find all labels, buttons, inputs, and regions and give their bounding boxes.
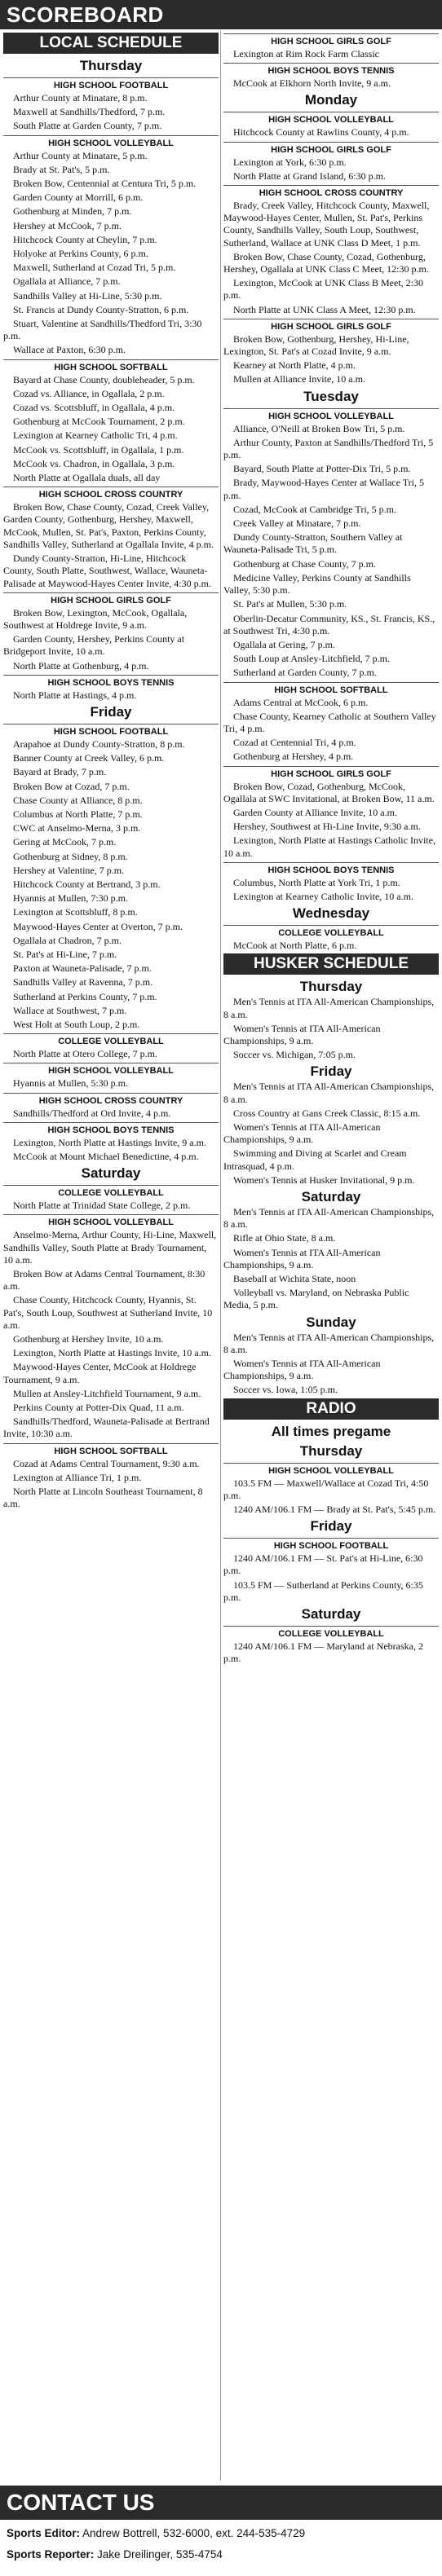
schedule-entry: Creek Valley at Minatare, 7 p.m. <box>233 517 361 530</box>
sport-heading: HIGH SCHOOL CROSS COUNTRY <box>3 487 219 501</box>
day-heading: Saturday <box>301 1606 361 1623</box>
sport-heading: HIGH SCHOOL FOOTBALL <box>223 1538 439 1552</box>
schedule-entry: Sutherland at Garden County, 7 p.m. <box>233 667 377 679</box>
day-heading: Saturday <box>301 1189 361 1204</box>
sport-heading: HIGH SCHOOL SOFTBALL <box>3 359 219 374</box>
schedule-entry: Lexington, North Platte at Hastings Catholic Invite, 10 a.m. <box>223 834 435 859</box>
schedule-entry: North Platte at Trinidad State College, 2 p.m. <box>13 1200 191 1212</box>
schedule-entry: Arthur County at Minatare, 5 p.m. <box>13 149 148 161</box>
schedule-entry: Arapahoe at Dundy County-Stratton, 8 p.m. <box>13 738 185 750</box>
schedule-entry: Broken Bow, Gothenburg, Hershey, Hi-Line, Lexington, St. Pat's at Cozad Invite, 9 a.m. <box>223 332 409 358</box>
schedule-entry: Maxwell at Sandhills/Thedford, 7 p.m. <box>13 106 166 118</box>
schedule-entry: 103.5 FM — Maxwell/Wallace at Cozad Tri, 4:50 p.m. <box>223 1477 429 1501</box>
schedule-entry: Men's Tennis at ITA All-American Championships, 8 a.m. <box>223 996 435 1020</box>
schedule-entry: Gothenburg at Chase County, 7 p.m. <box>233 557 376 570</box>
day-heading: Wednesday <box>292 905 370 922</box>
schedule-entry: Brady, Maywood-Hayes Center at Wallace Tri, 5 p.m. <box>223 477 424 501</box>
schedule-entry: North Platte at Grand Island, 6:30 p.m. <box>233 170 386 182</box>
schedule-entry: North Platte at Lincoln Southeast Tournament, 8 a.m. <box>3 1486 203 1510</box>
schedule-entry: St. Pat's at Mullen, 5:30 p.m. <box>233 598 347 610</box>
sport-heading: COLLEGE VOLLEYBALL <box>3 1185 219 1200</box>
schedule-entry: Dundy County-Stratton, Southern Valley at Wauneta-Palisade Tri, 5 p.m. <box>223 531 403 556</box>
schedule-entry: Mullen at Ansley-Litchfield Tournament, 9 a.m. <box>13 1387 201 1399</box>
schedule-entry: North Platte at Hastings, 4 p.m. <box>13 689 137 701</box>
sport-heading: HIGH SCHOOL VOLLEYBALL <box>3 1063 219 1077</box>
schedule-entry: Lexington at York, 6:30 p.m. <box>233 156 347 168</box>
day-heading: Thursday <box>299 979 363 995</box>
schedule-entry: 1240 AM/106.1 FM — St. Pat's at Hi-Line, 6:30 p.m. <box>223 1552 423 1577</box>
schedule-entry: Lexington, North Platte at Hastings Invite, 9 a.m. <box>13 1136 206 1148</box>
schedule-entry: Stuart, Valentine at Sandhills/Thedford Tri, 3:30 p.m. <box>3 318 202 342</box>
schedule-entry: Baseball at Wichita State, noon <box>233 1273 356 1285</box>
left-column <box>3 31 219 1512</box>
sport-heading: HIGH SCHOOL CROSS COUNTRY <box>223 185 439 200</box>
schedule-entry: Brady at St. Pat's, 5 p.m. <box>13 163 110 175</box>
schedule-entry: Wallace at Paxton, 6:30 p.m. <box>13 344 126 356</box>
sports-editor-line <box>7 2526 435 2541</box>
schedule-entry: North Platte at Gothenburg, 4 p.m. <box>13 659 149 672</box>
sport-heading: HIGH SCHOOL GIRLS GOLF <box>223 142 439 156</box>
schedule-entry: Brady, Creek Valley, Hitchcock County, Maxwell, Maywood-Hayes Center, Mullen, St. Pat's, Perkins County, Sandhills Valley, South Loup, Southwest, Sutherland, Wallace at UNK Class D Meet, 1 p.m. <box>223 200 430 249</box>
schedule-entry: Lexington at Alliance Tri, 1 p.m. <box>13 1471 142 1483</box>
schedule-entry: St. Francis at Dundy County-Stratton, 6 p.m. <box>13 303 189 315</box>
schedule-entry: South Loup at Ansley-Litchfield, 7 p.m. <box>233 653 390 665</box>
schedule-entry: Cozad vs. Scottsbluff, in Ogallala, 4 p.m. <box>13 402 175 414</box>
schedule-entry: Adams Central at McCook, 6 p.m. <box>233 696 369 708</box>
schedule-entry: Gering at McCook, 7 p.m. <box>13 836 117 848</box>
schedule-entry: Columbus, North Platte at York Tri, 1 p.m. <box>233 876 400 888</box>
schedule-entry: McCook vs. Scottsbluff, in Ogallala, 1 p.m. <box>13 443 184 456</box>
schedule-entry: Arthur County at Minatare, 8 p.m. <box>13 92 148 103</box>
sport-heading: HIGH SCHOOL FOOTBALL <box>3 724 219 738</box>
schedule-entry: Women's Tennis at ITA All-American Championships, 9 a.m. <box>223 1022 381 1046</box>
schedule-entry: Volleyball vs. Maryland, on Nebraska Public Media, 5 p.m. <box>223 1287 409 1311</box>
sport-heading: COLLEGE VOLLEYBALL <box>223 1626 439 1640</box>
schedule-entry: Chase County at Alliance, 8 p.m. <box>13 794 143 806</box>
schedule-entry: McCook vs. Chadron, in Ogallala, 3 p.m. <box>13 457 175 469</box>
schedule-entry: Ogallala at Alliance, 7 p.m. <box>13 275 121 288</box>
schedule-entry: Banner County at Creek Valley, 6 p.m. <box>13 752 165 764</box>
schedule-entry: Men's Tennis at ITA All-American Championships, 8 a.m. <box>223 1081 435 1105</box>
schedule-entry: 1240 AM/106.1 FM — Brady at St. Pat's, 5:45 p.m. <box>233 1504 436 1516</box>
schedule-entry: Arthur County, Paxton at Sandhills/Thedford Tri, 5 p.m. <box>223 436 434 461</box>
schedule-entry: Women's Tennis at Husker Invitational, 9 p.m. <box>233 1174 415 1186</box>
day-heading: Sunday <box>306 1314 356 1330</box>
schedule-entry: Garden County at Alliance Invite, 10 a.m. <box>233 806 397 818</box>
schedule-entry: Men's Tennis at ITA All-American Championships, 8 a.m. <box>223 1206 435 1231</box>
sport-heading: HIGH SCHOOL BOYS TENNIS <box>223 63 439 77</box>
schedule-entry: Cozad at Adams Central Tournament, 9:30 a.m. <box>13 1457 200 1469</box>
schedule-entry: Lexington, North Platte at Hastings Invite, 10 a.m. <box>13 1347 211 1359</box>
schedule-entry: Paxton at Wauneta-Palisade, 7 p.m. <box>13 962 152 975</box>
sport-heading: HIGH SCHOOL BOYS TENNIS <box>3 1122 219 1137</box>
schedule-entry: Ogallala at Gering, 7 p.m. <box>233 638 335 650</box>
schedule-entry: Women's Tennis at ITA All-American Championships, 9 a.m. <box>223 1121 381 1146</box>
schedule-entry: Soccer vs. Michigan, 7:05 p.m. <box>233 1049 356 1061</box>
schedule-entry: Anselmo-Merna, Arthur County, Hi-Line, Maxwell, Sandhills Valley, South Platte at Brady Tournament, 10 a.m. <box>3 1229 217 1266</box>
day-heading: Thursday <box>79 58 143 73</box>
schedule-entry: Men's Tennis at ITA All-American Championships, 8 a.m. <box>223 1331 435 1355</box>
day-heading: Tuesday <box>303 388 359 404</box>
schedule-entry: North Platte at Otero College, 7 p.m. <box>13 1048 157 1060</box>
schedule-entry: McCook at Mount Michael Benedictine, 4 p.m. <box>13 1151 199 1162</box>
schedule-entry: St. Pat's at Hi-Line, 7 p.m. <box>13 948 117 960</box>
schedule-entry: Ogallala at Chadron, 7 p.m. <box>13 934 122 946</box>
sport-heading: HIGH SCHOOL BOYS TENNIS <box>223 862 439 877</box>
sport-heading: HIGH SCHOOL VOLLEYBALL <box>3 1214 219 1229</box>
schedule-entry: Chase County, Hitchcock County, Hyannis, St. Pat's, South Loup, Southwest at Sutherland Invite, 10 a.m. <box>3 1294 213 1331</box>
sport-heading: COLLEGE VOLLEYBALL <box>223 925 439 940</box>
schedule-entry: Swimming and Diving at Scarlet and Cream Intrasquad, 4 p.m. <box>223 1147 407 1172</box>
schedule-entry: Broken Bow, Cozad, Gothenburg, McCook, Ogallala at SWC Invitational, at Broken Bow, 11 a.m. <box>223 780 435 804</box>
schedule-entry: Holyoke at Perkins County, 6 p.m. <box>13 248 148 260</box>
schedule-entry: North Platte at UNK Class A Meet, 12:30 p.m. <box>233 303 416 315</box>
schedule-entry: Sandhills/Thedford, Wauneta-Palisade at Bertrand Invite, 10:30 a.m. <box>3 1416 210 1440</box>
section-banner: HUSKER SCHEDULE <box>223 953 439 975</box>
sport-heading: HIGH SCHOOL GIRLS GOLF <box>3 592 219 607</box>
schedule-entry: Alliance, O'Neill at Broken Bow Tri, 5 p.m. <box>233 422 405 434</box>
schedule-entry: Gothenburg at Sidney, 8 p.m. <box>13 850 128 862</box>
schedule-entry: Cozad at Centennial Tri, 4 p.m. <box>233 737 356 749</box>
schedule-entry: Broken Bow, Chase County, Cozad, Creek Valley, Garden County, Gothenburg, Hershey, Maxwell, McCook, Mullen, St. Pat's, Paxton, Perkins County, Sandhills Valley, Sutherland at Ogallala Invite, 4 p.m. <box>3 501 214 550</box>
day-heading: Monday <box>304 92 358 108</box>
schedule-entry: Bayard, South Platte at Potter-Dix Tri, 5 p.m. <box>233 463 411 475</box>
schedule-entry: Lexington at Rim Rock Farm Classic <box>233 48 379 59</box>
section-banner: LOCAL SCHEDULE <box>3 33 219 54</box>
schedule-entry: Broken Bow at Cozad, 7 p.m. <box>13 780 130 792</box>
schedule-entry: Perkins County at Potter-Dix Quad, 11 a.m. <box>13 1402 184 1414</box>
schedule-entry: Maywood-Hayes Center at Overton, 7 p.m. <box>13 920 183 932</box>
sport-heading: HIGH SCHOOL FOOTBALL <box>3 77 219 92</box>
schedule-entry: South Platte at Garden County, 7 p.m. <box>13 120 162 132</box>
schedule-entry: Chase County, Kearney Catholic at Southern Valley Tri, 4 p.m. <box>223 710 436 734</box>
schedule-entry: Hitchcock County at Cheylin, 7 p.m. <box>13 233 157 245</box>
sport-heading: HIGH SCHOOL VOLLEYBALL <box>223 1463 439 1477</box>
schedule-entry: Hershey at Valentine, 7 p.m. <box>13 864 125 876</box>
section-banner: RADIO <box>223 1398 439 1420</box>
schedule-entry: Broken Bow at Adams Central Tournament, 8:30 a.m. <box>3 1268 206 1292</box>
schedule-entry: Hershey, Southwest at Hi-Line Invite, 9:30 a.m. <box>233 821 421 833</box>
schedule-entry: Columbus at North Platte, 7 p.m. <box>13 808 143 820</box>
schedule-entry: Lexington at Kearney Catholic Invite, 10 a.m. <box>233 890 413 902</box>
schedule-entry: Sutherland at Perkins County, 7 p.m. <box>13 990 157 1002</box>
schedule-entry: Women's Tennis at ITA All-American Championships, 9 a.m. <box>223 1358 381 1382</box>
day-heading: Friday <box>310 1518 352 1535</box>
schedule-entry: Sandhills Valley at Ravenna, 7 p.m. <box>13 976 153 989</box>
sport-heading: HIGH SCHOOL VOLLEYBALL <box>3 135 219 150</box>
schedule-entry: Sandhills Valley at Hi-Line, 5:30 p.m. <box>13 289 162 302</box>
schedule-entry: North Platte at Ogallala duals, all day <box>13 472 161 484</box>
schedule-entry: CWC at Anselmo-Merna, 3 p.m. <box>13 822 141 834</box>
sport-heading: HIGH SCHOOL VOLLEYBALL <box>223 408 439 423</box>
schedule-entry: Wallace at Southwest, 7 p.m. <box>13 1004 127 1016</box>
schedule-entry: West Holt at South Loup, 2 p.m. <box>13 1018 140 1030</box>
schedule-entry: Maywood-Hayes Center, McCook at Holdrege Tournament, 9 a.m. <box>3 1361 197 1385</box>
schedule-entry: Hitchcock County at Bertrand, 3 p.m. <box>13 878 161 890</box>
schedule-entry: Medicine Valley, Perkins County at Sandhills Valley, 5:30 p.m. <box>223 571 411 597</box>
sport-heading: HIGH SCHOOL VOLLEYBALL <box>223 112 439 126</box>
schedule-entry: 1240 AM/106.1 FM — Maryland at Nebraska, 2 p.m. <box>223 1640 423 1665</box>
contact-header: CONTACT US <box>0 2486 442 2520</box>
schedule-entry: Hyannis at Mullen, 5:30 p.m. <box>13 1077 128 1090</box>
sport-heading: HIGH SCHOOL GIRLS GOLF <box>223 766 439 781</box>
schedule-entry: Gothenburg at Minden, 7 p.m. <box>13 205 132 218</box>
sport-heading: HIGH SCHOOL GIRLS GOLF <box>223 33 439 48</box>
sports-editor-label: Sports Editor: <box>7 2527 80 2539</box>
schedule-entry: Mullen at Alliance Invite, 10 a.m. <box>233 373 365 385</box>
schedule-entry: Dundy County-Stratton, Hi-Line, Hitchcock County, South Platte, Southwest, Wallace, Wauneta-Palisade at Maywood-Hayes Center Invite, 4:30 p.m. <box>3 553 211 589</box>
sport-heading: HIGH SCHOOL CROSS COUNTRY <box>3 1093 219 1107</box>
schedule-entry: Maxwell, Sutherland at Cozad Tri, 5 p.m. <box>13 262 176 274</box>
schedule-entry: Oberlin-Decatur Community, KS., St. Francis, KS., at Southwest Tri, 4:30 p.m. <box>223 612 435 636</box>
sports-editor-value: Andrew Bottrell, 532-6000, ext. 244-535-4729 <box>82 2527 306 2539</box>
sport-heading: HIGH SCHOOL BOYS TENNIS <box>3 675 219 689</box>
schedule-entry: Lexington at Kearney Catholic Tri, 4 p.m. <box>13 429 178 442</box>
schedule-entry: Women's Tennis at ITA All-American Championships, 9 a.m. <box>223 1246 381 1270</box>
schedule-entry: Gothenburg at Hershey, 4 p.m. <box>233 751 354 763</box>
schedule-entry: Bayard at Brady, 7 p.m. <box>13 766 107 778</box>
schedule-entry: Cozad vs. Alliance, in Ogallala, 2 p.m. <box>13 387 165 399</box>
sports-reporter-label: Sports Reporter: <box>7 2548 95 2561</box>
schedule-entry: McCook at North Platte, 6 p.m. <box>233 940 357 952</box>
schedule-entry: Bayard at Chase County, doubleheader, 5 p.m. <box>13 373 195 385</box>
right-column <box>223 31 439 1667</box>
schedule-entry: Soccer vs. Iowa, 1:05 p.m. <box>233 1384 338 1396</box>
schedule-entry: Gothenburg at McCook Tournament, 2 p.m. <box>13 416 185 428</box>
schedule-entry: Rifle at Ohio State, 8 a.m. <box>233 1232 336 1244</box>
day-heading: Thursday <box>299 1442 363 1459</box>
day-heading: Friday <box>310 1063 352 1080</box>
column-divider <box>220 31 221 2481</box>
schedule-entry: Broken Bow, Centennial at Centura Tri, 5 p.m. <box>13 178 197 190</box>
schedule-entry: 103.5 FM — Sutherland at Perkins County, 6:35 p.m. <box>223 1579 423 1603</box>
sport-heading: COLLEGE VOLLEYBALL <box>3 1033 219 1048</box>
schedule-entry: Lexington, McCook at UNK Class B Meet, 2:30 p.m. <box>223 277 423 302</box>
sport-heading: HIGH SCHOOL SOFTBALL <box>3 1443 219 1458</box>
sports-reporter-value: Jake Dreilinger, 535-4754 <box>97 2548 223 2561</box>
schedule-entry: Gothenburg at Hershey Invite, 10 a.m. <box>13 1333 164 1345</box>
day-heading: All times pregame <box>271 1423 391 1439</box>
day-heading: Saturday <box>81 1165 141 1182</box>
schedule-entry: Hitchcock County at Rawlins County, 4 p.m. <box>233 126 409 139</box>
schedule-entry: McCook at Elkhorn North Invite, 9 a.m. <box>233 77 391 90</box>
sport-heading: HIGH SCHOOL GIRLS GOLF <box>223 319 439 333</box>
schedule-entry: Kearney at North Platte, 4 p.m. <box>233 359 356 372</box>
schedule-entry: Garden County at Morrill, 6 p.m. <box>13 192 144 204</box>
schedule-entry: Hershey at McCook, 7 p.m. <box>13 219 122 231</box>
scoreboard-header: SCOREBOARD <box>0 0 442 29</box>
schedule-entry: Sandhills/Thedford at Ord Invite, 4 p.m. <box>13 1107 171 1119</box>
schedule-entry: Broken Bow, Lexington, McCook, Ogallala, Southwest at Holdrege Invite, 9 a.m. <box>3 606 188 631</box>
sport-heading: HIGH SCHOOL SOFTBALL <box>223 682 439 697</box>
sports-reporter-line <box>7 2547 435 2562</box>
schedule-entry: Cozad, McCook at Cambridge Tri, 5 p.m. <box>233 503 396 515</box>
schedule-entry: Lexington at Scottsbluff, 8 p.m. <box>13 906 138 918</box>
schedule-entry: Broken Bow, Chase County, Cozad, Gothenburg, Hershey, Ogallala at UNK Class C Meet, 12:30 p.m. <box>223 250 429 275</box>
schedule-entry: Hyannis at Mullen, 7:30 p.m. <box>13 892 128 905</box>
schedule-entry: Cross Country at Gans Creek Classic, 8:15 a.m. <box>233 1107 421 1119</box>
schedule-entry: Garden County, Hershey, Perkins County at Bridgeport Invite, 10 a.m. <box>3 633 185 658</box>
day-heading: Friday <box>90 703 132 720</box>
